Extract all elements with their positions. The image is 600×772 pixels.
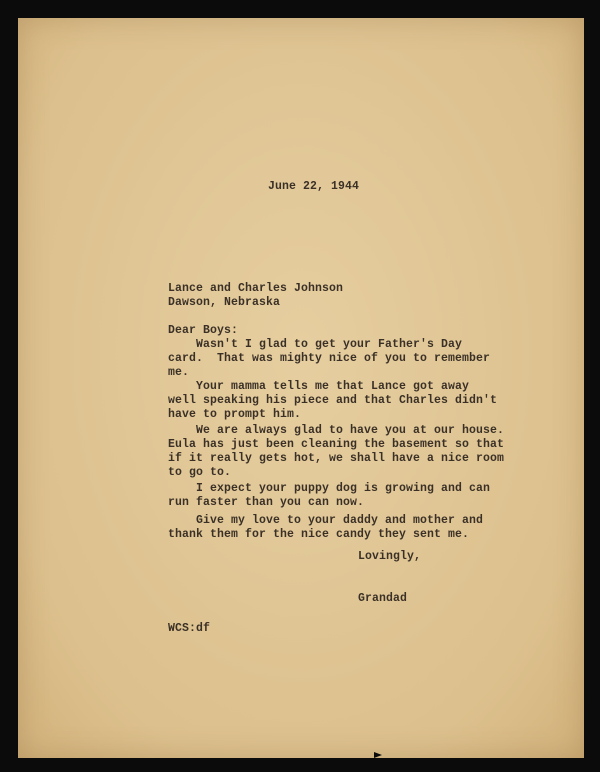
paragraph-5-line-2: thank them for the nice candy they sent me. bbox=[168, 528, 470, 541]
paragraph-1-line-2: card. That was mighty nice of you to remember bbox=[168, 352, 491, 365]
paragraph-2-line-1: Your mamma tells me that Lance got away bbox=[168, 380, 470, 393]
closing: Lovingly, bbox=[358, 550, 422, 563]
paragraph-1-line-3: me. bbox=[168, 366, 190, 379]
paragraph-3 bbox=[168, 424, 504, 480]
paragraph-3-line-2: Eula has just been cleaning the basement so that bbox=[168, 438, 505, 451]
paragraph-4-line-1: I expect your puppy dog is growing and can bbox=[168, 482, 491, 495]
paragraph-4-line-2: run faster than you can now. bbox=[168, 496, 365, 509]
paragraph-2-line-2: well speaking his piece and that Charles didn't bbox=[168, 394, 498, 407]
paragraph-3-line-4: to go to. bbox=[168, 466, 232, 479]
paragraph-1 bbox=[168, 338, 490, 380]
paragraph-3-line-1: We are always glad to have you at our house. bbox=[168, 424, 505, 437]
page-edge-mark bbox=[374, 752, 382, 758]
salutation: Dear Boys: bbox=[168, 324, 239, 337]
paragraph-2-line-3: have to prompt him. bbox=[168, 408, 302, 421]
paragraph-5-line-1: Give my love to your daddy and mother and bbox=[168, 514, 484, 527]
paragraph-1-line-1: Wasn't I glad to get your Father's Day bbox=[168, 338, 463, 351]
typist-initials: WCS:df bbox=[168, 622, 211, 635]
recipient-address bbox=[168, 282, 343, 310]
letter-page bbox=[18, 18, 584, 758]
recipient-location: Dawson, Nebraska bbox=[168, 296, 281, 309]
paragraph-2 bbox=[168, 380, 497, 422]
recipient-name: Lance and Charles Johnson bbox=[168, 282, 344, 295]
signature: Grandad bbox=[358, 592, 408, 605]
paragraph-4 bbox=[168, 482, 490, 510]
paragraph-3-line-3: if it really gets hot, we shall have a nice room bbox=[168, 452, 505, 465]
letter-date: June 22, 1944 bbox=[268, 180, 360, 193]
paragraph-5 bbox=[168, 514, 483, 542]
